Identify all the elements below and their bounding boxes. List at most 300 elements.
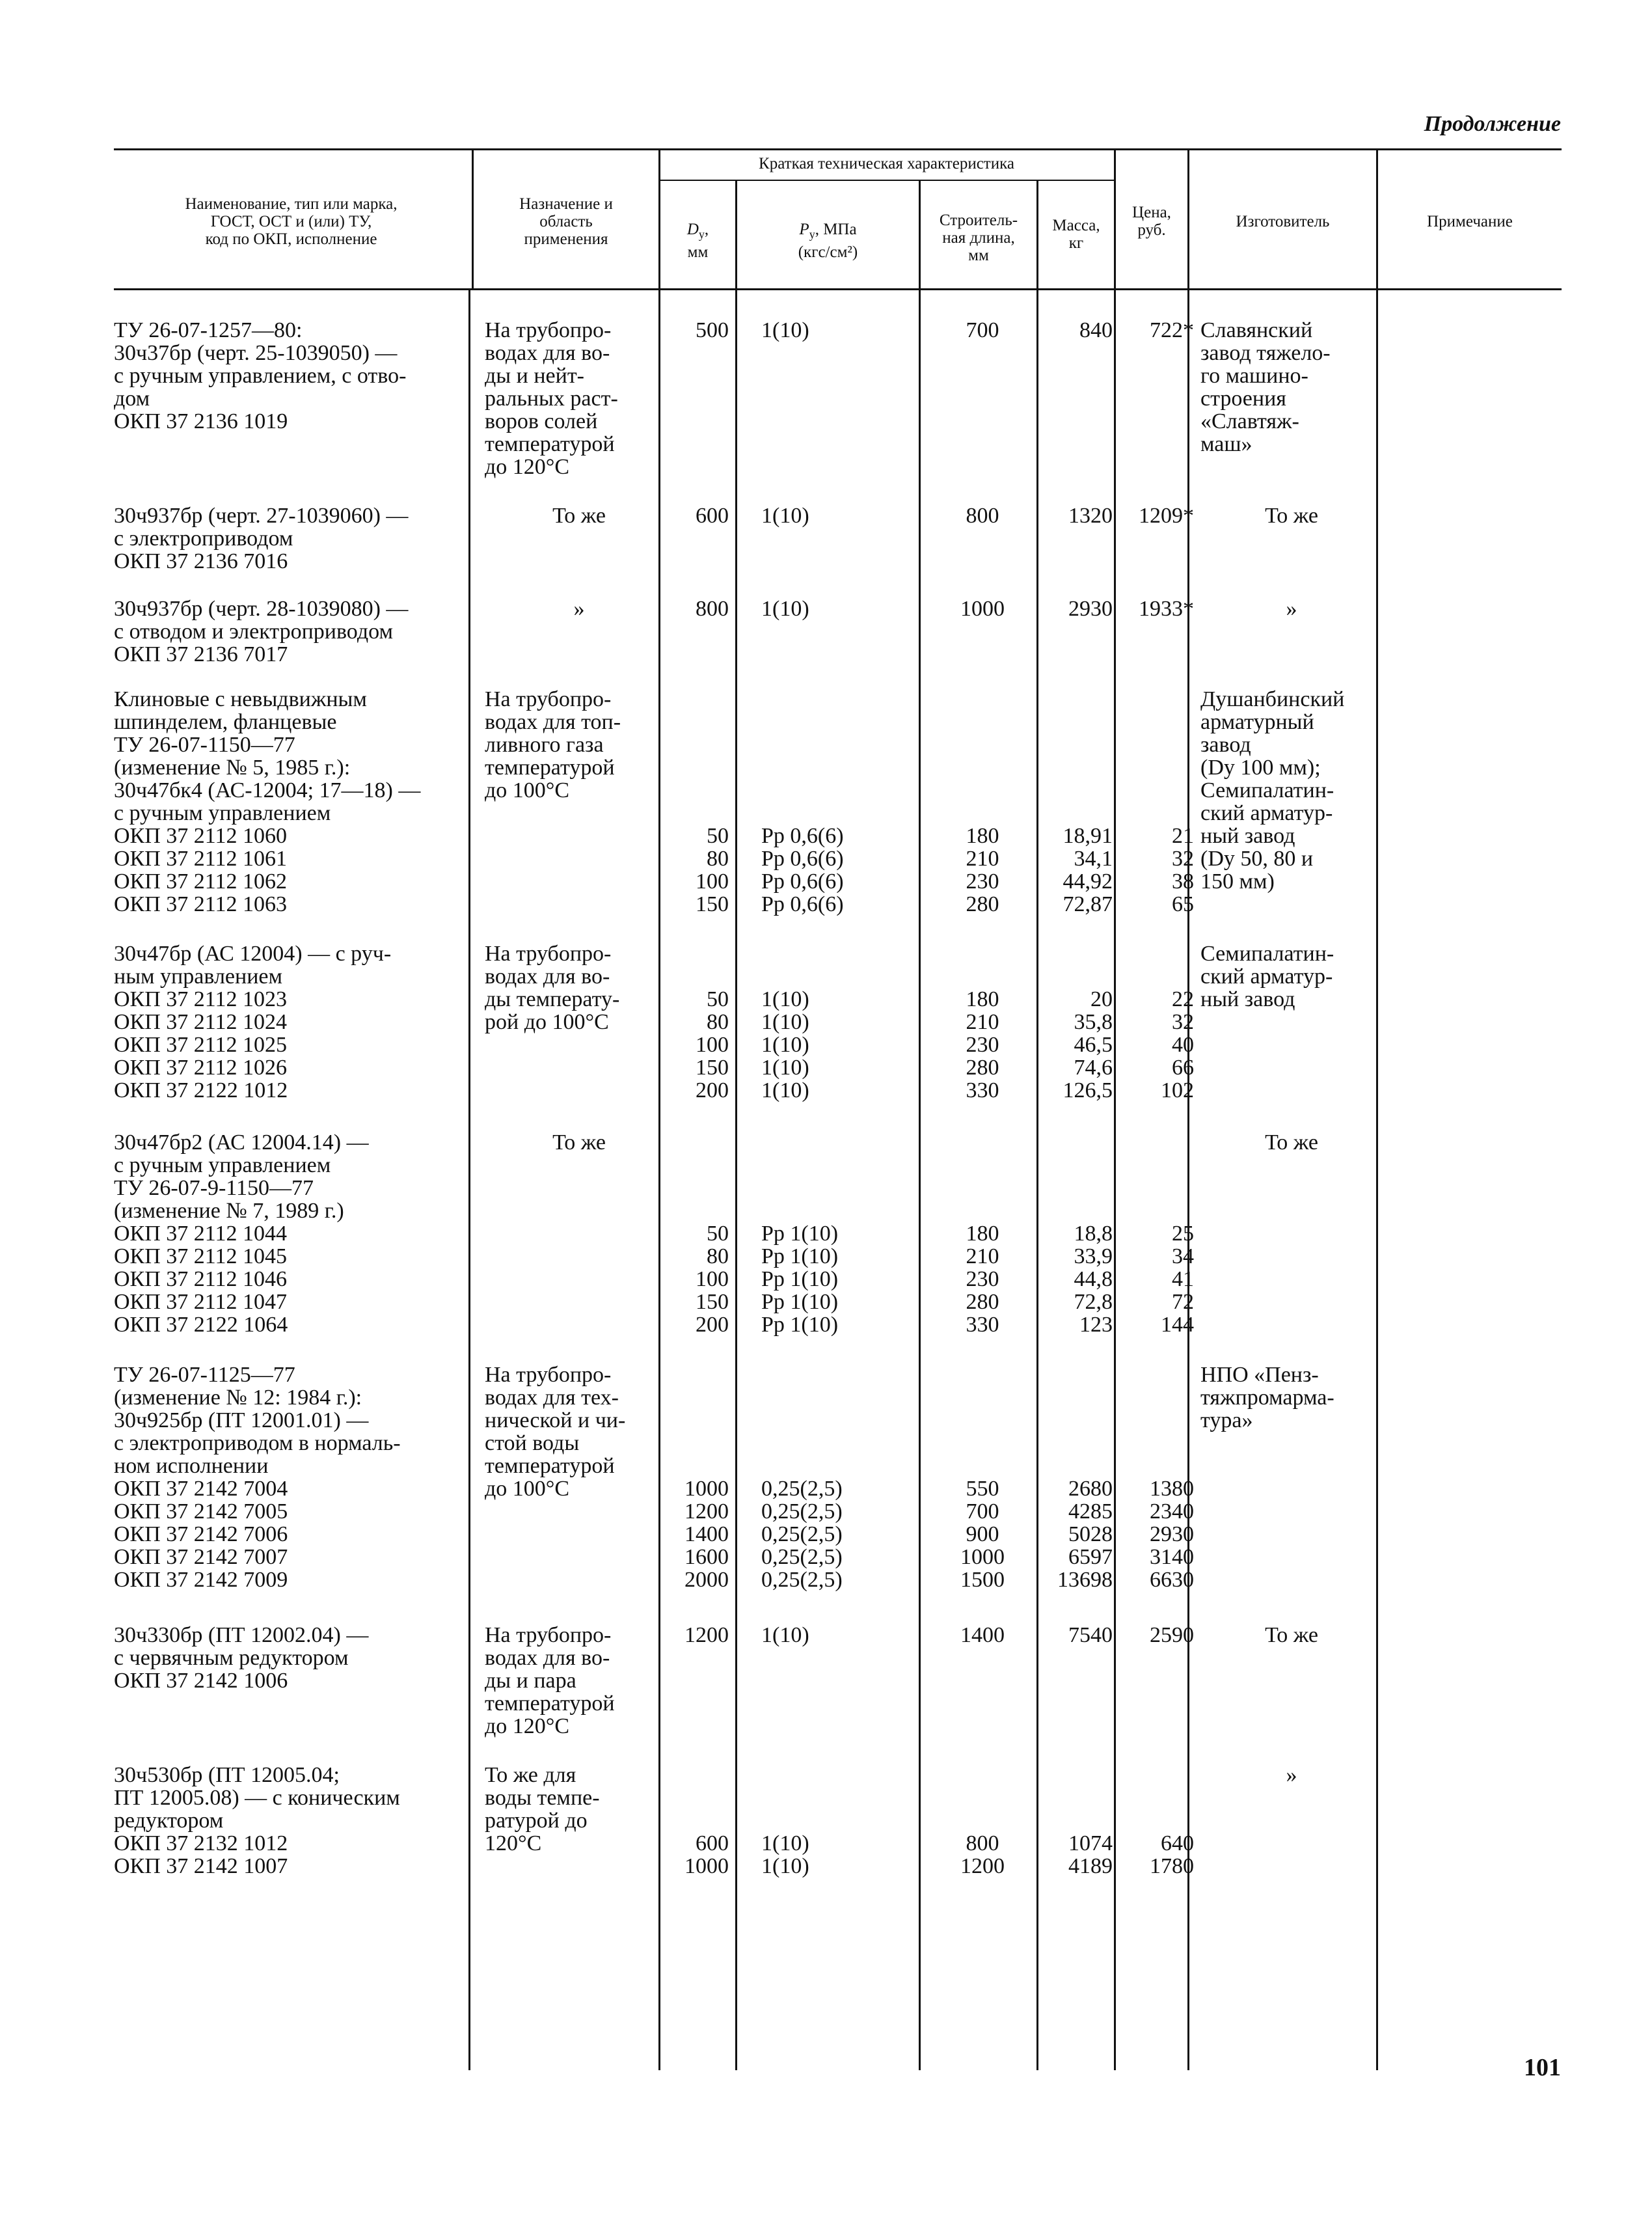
py-cell xyxy=(761,1477,911,1591)
dy-cell xyxy=(664,1624,729,1647)
py-cell-line: 0,25(2,5) xyxy=(761,1477,843,1501)
length-cell-line: 800 xyxy=(966,1831,999,1855)
mass-cell-line: 4285 xyxy=(1068,1499,1113,1524)
dy-cell-line: 500 xyxy=(696,318,729,342)
length-cell-line: 180 xyxy=(966,824,999,848)
maker-cell-line: Семипалатин- xyxy=(1200,942,1334,966)
length-cell-line: 210 xyxy=(966,1244,999,1268)
py-cell xyxy=(761,825,911,916)
purpose-cell-line: » xyxy=(573,597,585,621)
group-header-rule xyxy=(658,180,1114,181)
maker-cell-line: тяжпромарма- xyxy=(1200,1386,1334,1410)
price-cell-line: 41 xyxy=(1172,1267,1194,1291)
maker-cell xyxy=(1200,942,1383,1011)
item-name-cell-line: ОКП 37 2112 1062 xyxy=(114,869,288,894)
length-cell-line: 280 xyxy=(966,892,999,916)
price-cell xyxy=(1116,597,1194,620)
maker-cell xyxy=(1200,597,1383,620)
length-cell-line: 700 xyxy=(966,318,999,342)
item-name-cell-line: ОКП 37 2112 1046 xyxy=(114,1267,288,1291)
dy-cell xyxy=(664,319,729,342)
price-cell-line: 1209* xyxy=(1139,504,1194,528)
purpose-cell-line: температурой xyxy=(485,756,615,780)
dy-cell-line: 150 xyxy=(696,1056,729,1080)
maker-cell-line: Славянский xyxy=(1200,318,1313,342)
column-divider xyxy=(1187,290,1189,2070)
length-cell-line: 230 xyxy=(966,1033,999,1057)
item-name-cell-line: 30ч925бр (ПТ 12001.01) — xyxy=(114,1408,369,1432)
price-cell-line: 65 xyxy=(1172,892,1194,916)
maker-cell-line: «Славтяж- xyxy=(1200,409,1299,433)
mass-cell-line: 2930 xyxy=(1068,597,1113,621)
item-name-cell-line: 30ч530бр (ПТ 12005.04; xyxy=(114,1763,340,1787)
price-cell-line: 2340 xyxy=(1150,1499,1194,1524)
mass-cell-line: 46,5 xyxy=(1074,1033,1113,1057)
purpose-cell-line: рой до 100°С xyxy=(485,1010,609,1034)
py-cell xyxy=(761,597,911,620)
purpose-cell-line: до 100°С xyxy=(485,778,570,802)
mass-cell-line: 18,91 xyxy=(1063,824,1113,848)
column-divider xyxy=(919,290,921,2070)
length-cell-line: 330 xyxy=(966,1078,999,1102)
maker-cell-line: » xyxy=(1286,597,1297,621)
py-cell-line: Pр 1(10) xyxy=(761,1290,839,1314)
dy-cell-line: 80 xyxy=(707,1244,729,1268)
mass-cell-line: 44,8 xyxy=(1074,1267,1113,1291)
dy-cell-line: 50 xyxy=(707,987,729,1011)
purpose-cell xyxy=(485,1624,673,1738)
maker-cell-line: НПО «Пенз- xyxy=(1200,1363,1319,1387)
purpose-cell-line: воды темпе- xyxy=(485,1786,600,1810)
dy-cell-line: 50 xyxy=(707,1222,729,1246)
price-cell-line: 32 xyxy=(1172,847,1194,871)
item-name-cell-line: ОКП 37 2142 1007 xyxy=(114,1854,288,1878)
item-name-cell xyxy=(114,942,468,1102)
length-cell-line: 280 xyxy=(966,1290,999,1314)
dy-cell-line: 1000 xyxy=(684,1854,729,1878)
item-name-cell-line: ОКП 37 2136 1019 xyxy=(114,409,288,433)
maker-cell xyxy=(1200,1764,1383,1786)
purpose-cell-line: стой воды xyxy=(485,1431,580,1455)
py-cell-line: 1(10) xyxy=(761,504,809,528)
dy-cell-line: 600 xyxy=(696,1831,729,1855)
header-py: $P_у$, МПа (кгс/см²) xyxy=(798,221,858,261)
py-cell-line: Pр 0,6(6) xyxy=(761,847,844,871)
item-name-cell-line: ОКП 37 2142 7009 xyxy=(114,1568,288,1592)
item-name-cell-line: 30ч47бр (АС 12004) — с руч- xyxy=(114,942,392,966)
dy-cell-line: 100 xyxy=(696,869,729,894)
item-name-cell-line: ТУ 26-07-1257—80: xyxy=(114,318,303,342)
header-mass: Масса, кг xyxy=(1052,217,1100,252)
py-cell-line: 1(10) xyxy=(761,318,809,342)
dy-cell xyxy=(664,825,729,916)
length-cell-line: 280 xyxy=(966,1056,999,1080)
purpose-cell-line: То же для xyxy=(485,1763,576,1787)
item-name-cell-line: 30ч330бр (ПТ 12002.04) — xyxy=(114,1623,369,1647)
page-number: 101 xyxy=(1524,2054,1561,2081)
purpose-cell-line: ды температу- xyxy=(485,987,620,1011)
maker-cell-line: ный завод xyxy=(1200,987,1295,1011)
purpose-cell-line: 120°С xyxy=(485,1831,542,1855)
item-name-cell xyxy=(114,1624,468,1692)
column-divider xyxy=(1114,290,1116,2070)
header-note: Примечание xyxy=(1427,212,1513,230)
maker-cell xyxy=(1200,1363,1383,1432)
maker-cell-line: строения xyxy=(1200,387,1286,411)
py-cell-line: 0,25(2,5) xyxy=(761,1499,843,1524)
item-name-cell xyxy=(114,1764,468,1878)
mass-cell-line: 5028 xyxy=(1068,1522,1113,1546)
mass-cell-line: 20 xyxy=(1090,987,1113,1011)
dy-cell-line: 1400 xyxy=(684,1522,729,1546)
item-name-cell-line: дом xyxy=(114,387,150,411)
py-cell-line: Pр 0,6(6) xyxy=(761,824,844,848)
price-cell-line: 25 xyxy=(1172,1222,1194,1246)
maker-cell-line: (Dу 100 мм); xyxy=(1200,756,1321,780)
header-bottom-rule xyxy=(114,288,1562,290)
mass-cell-line: 74,6 xyxy=(1074,1056,1113,1080)
purpose-cell-line: ды и пара xyxy=(485,1669,576,1693)
purpose-cell xyxy=(485,942,673,1033)
purpose-cell xyxy=(485,1764,673,1855)
item-name-cell-line: ОКП 37 2112 1061 xyxy=(114,847,288,871)
mass-cell-line: 123 xyxy=(1079,1313,1113,1337)
py-cell xyxy=(761,1222,911,1336)
maker-cell-line: арматурный xyxy=(1200,710,1314,734)
py-cell-line: Pр 1(10) xyxy=(761,1244,839,1268)
purpose-cell-line: водах для во- xyxy=(485,964,610,989)
maker-cell-line: Душанбинский xyxy=(1200,687,1345,711)
purpose-cell xyxy=(485,1363,673,1500)
mass-cell-line: 72,8 xyxy=(1074,1290,1113,1314)
purpose-cell-line: На трубопро- xyxy=(485,687,612,711)
purpose-cell-line: до 120°С xyxy=(485,1714,570,1738)
price-cell-line: 2590 xyxy=(1150,1623,1194,1647)
price-cell-line: 72 xyxy=(1172,1290,1194,1314)
item-name-cell xyxy=(114,504,468,573)
maker-cell xyxy=(1200,1131,1383,1154)
mass-cell xyxy=(1041,988,1113,1102)
price-cell-line: 640 xyxy=(1161,1831,1194,1855)
purpose-cell-line: до 120°С xyxy=(485,455,570,479)
dy-cell-line: 1600 xyxy=(684,1545,729,1569)
item-name-cell-line: ОКП 37 2112 1044 xyxy=(114,1222,288,1246)
item-name-cell-line: 30ч937бр (черт. 28-1039080) — xyxy=(114,597,409,621)
item-name-cell-line: редуктором xyxy=(114,1809,224,1833)
length-cell-line: 1000 xyxy=(960,1545,1005,1569)
mass-cell-line: 1320 xyxy=(1068,504,1113,528)
header-price: Цена, руб. xyxy=(1132,204,1171,239)
price-cell xyxy=(1116,504,1194,527)
column-divider xyxy=(1376,290,1378,2070)
continuation-label: Продолжение xyxy=(1424,112,1561,136)
item-name-cell-line: (изменение № 5, 1985 г.): xyxy=(114,756,351,780)
mass-cell-line: 35,8 xyxy=(1074,1010,1113,1034)
dy-cell-line: 200 xyxy=(696,1078,729,1102)
item-name-cell-line: 30ч37бр (черт. 25-1039050) — xyxy=(114,341,398,365)
py-cell-line: 1(10) xyxy=(761,987,809,1011)
header-length: Строитель- ная длина, мм xyxy=(939,211,1018,264)
purpose-cell-line: На трубопро- xyxy=(485,1363,612,1387)
length-cell xyxy=(924,1477,1041,1591)
length-cell-line: 230 xyxy=(966,869,999,894)
maker-cell-line: (Dу 50, 80 и xyxy=(1200,847,1314,871)
item-name-cell-line: ОКП 37 2112 1024 xyxy=(114,1010,288,1034)
item-name-cell-line: ОКП 37 2142 1006 xyxy=(114,1669,288,1693)
mass-cell xyxy=(1041,504,1113,527)
purpose-cell-line: То же xyxy=(552,504,606,528)
dy-cell-line: 1200 xyxy=(684,1499,729,1524)
maker-cell-line: завод xyxy=(1200,733,1251,757)
price-cell-line: 21 xyxy=(1172,824,1194,848)
purpose-cell xyxy=(485,1131,673,1154)
purpose-cell-line: ральных раст- xyxy=(485,387,618,411)
item-name-cell-line: ОКП 37 2136 7017 xyxy=(114,642,288,666)
price-cell-line: 1933* xyxy=(1139,597,1194,621)
purpose-cell-line: нической и чи- xyxy=(485,1408,626,1432)
item-name-cell-line: с электроприводом в нормаль- xyxy=(114,1431,401,1455)
purpose-cell-line: На трубопро- xyxy=(485,1623,612,1647)
mass-cell-line: 126,5 xyxy=(1063,1078,1113,1102)
py-cell-line: 1(10) xyxy=(761,1010,809,1034)
item-name-cell xyxy=(114,319,468,433)
item-name-cell xyxy=(114,597,468,666)
item-name-cell-line: ным управлением xyxy=(114,964,283,989)
purpose-cell xyxy=(485,504,673,527)
price-cell-line: 722* xyxy=(1150,318,1194,342)
maker-cell xyxy=(1200,319,1383,456)
item-name-cell-line: с отводом и электроприводом xyxy=(114,620,393,644)
item-name-cell-line: ном исполнении xyxy=(114,1454,269,1478)
item-name-cell-line: ОКП 37 2142 7006 xyxy=(114,1522,288,1546)
purpose-cell-line: температурой xyxy=(485,1691,615,1716)
price-cell xyxy=(1116,1222,1194,1336)
item-name-cell-line: 30ч47бр2 (АС 12004.14) — xyxy=(114,1130,369,1155)
mass-cell xyxy=(1041,597,1113,620)
purpose-cell-line: водах для топ- xyxy=(485,710,621,734)
maker-cell-line: маш» xyxy=(1200,432,1253,456)
item-name-cell-line: ОКП 37 2112 1047 xyxy=(114,1290,288,1314)
item-name-cell xyxy=(114,688,468,916)
purpose-cell-line: водах для тех- xyxy=(485,1386,619,1410)
column-divider xyxy=(468,290,470,2070)
dy-cell-line: 100 xyxy=(696,1267,729,1291)
dy-cell-line: 50 xyxy=(707,824,729,848)
maker-cell-line: То же xyxy=(1265,1623,1318,1647)
dy-cell-line: 150 xyxy=(696,1290,729,1314)
mass-cell-line: 4189 xyxy=(1068,1854,1113,1878)
maker-cell-line: ский арматур- xyxy=(1200,801,1333,825)
maker-cell-line: ский арматур- xyxy=(1200,964,1333,989)
maker-cell-line: » xyxy=(1286,1763,1297,1787)
dy-cell xyxy=(664,988,729,1102)
length-cell-line: 210 xyxy=(966,847,999,871)
py-cell-line: 1(10) xyxy=(761,1078,809,1102)
item-name-cell-line: ОКП 37 2136 7016 xyxy=(114,549,288,573)
column-divider xyxy=(1036,290,1038,2070)
price-cell-line: 34 xyxy=(1172,1244,1194,1268)
item-name-cell-line: с ручным управлением xyxy=(114,801,331,825)
purpose-cell-line: ливного газа xyxy=(485,733,604,757)
item-name-cell-line: ОКП 37 2112 1045 xyxy=(114,1244,288,1268)
header-purpose: Назначение и область применения xyxy=(519,195,613,248)
py-cell-line: 1(10) xyxy=(761,1033,809,1057)
py-cell-line: Pр 0,6(6) xyxy=(761,892,844,916)
maker-cell-line: Семипалатин- xyxy=(1200,778,1334,802)
mass-cell-line: 13698 xyxy=(1057,1568,1113,1592)
maker-cell-line: го машино- xyxy=(1200,364,1308,388)
price-cell-line: 144 xyxy=(1161,1313,1194,1337)
item-name-cell-line: ОКП 37 2112 1063 xyxy=(114,892,288,916)
length-cell xyxy=(924,597,1041,620)
item-name-cell-line: с ручным управлением, с отво- xyxy=(114,364,407,388)
py-cell xyxy=(761,1624,911,1647)
item-name-cell-line: ОКП 37 2112 1025 xyxy=(114,1033,288,1057)
dy-cell xyxy=(664,1832,729,1878)
price-cell-line: 6630 xyxy=(1150,1568,1194,1592)
mass-cell xyxy=(1041,1477,1113,1591)
price-cell-line: 22 xyxy=(1172,987,1194,1011)
item-name-cell-line: ОКП 37 2112 1023 xyxy=(114,987,288,1011)
length-cell xyxy=(924,1222,1041,1336)
item-name-cell xyxy=(114,1363,468,1591)
length-cell xyxy=(924,504,1041,527)
py-cell-line: 1(10) xyxy=(761,1623,809,1647)
py-cell-line: Pр 1(10) xyxy=(761,1313,839,1337)
item-name-cell-line: ОКП 37 2142 7005 xyxy=(114,1499,288,1524)
mass-cell xyxy=(1041,319,1113,342)
item-name-cell-line: с электроприводом xyxy=(114,526,293,551)
purpose-cell-line: температурой xyxy=(485,432,615,456)
mass-cell-line: 33,9 xyxy=(1074,1244,1113,1268)
py-cell-line: 0,25(2,5) xyxy=(761,1568,843,1592)
py-cell-line: 1(10) xyxy=(761,1831,809,1855)
dy-cell-line: 150 xyxy=(696,892,729,916)
column-divider xyxy=(735,290,737,2070)
purpose-cell xyxy=(485,688,673,802)
py-cell-line: Pр 1(10) xyxy=(761,1267,839,1291)
purpose-cell-line: На трубопро- xyxy=(485,942,612,966)
purpose-cell-line: водах для во- xyxy=(485,1646,610,1670)
py-cell xyxy=(761,504,911,527)
maker-cell-line: завод тяжело- xyxy=(1200,341,1331,365)
length-cell-line: 1400 xyxy=(960,1623,1005,1647)
purpose-cell-line: ды и нейт- xyxy=(485,364,584,388)
price-cell xyxy=(1116,319,1194,342)
maker-cell xyxy=(1200,504,1383,527)
item-name-cell-line: ОКП 37 2122 1064 xyxy=(114,1313,288,1337)
mass-cell-line: 6597 xyxy=(1068,1545,1113,1569)
dy-cell-line: 600 xyxy=(696,504,729,528)
item-name-cell-line: Клиновые с невыдвижным xyxy=(114,687,367,711)
item-name-cell-line: с ручным управлением xyxy=(114,1153,331,1177)
length-cell-line: 700 xyxy=(966,1499,999,1524)
length-cell xyxy=(924,825,1041,916)
header-maker: Изготовитель xyxy=(1236,212,1330,230)
py-cell xyxy=(761,988,911,1102)
py-cell-line: Pр 0,6(6) xyxy=(761,869,844,894)
length-cell-line: 330 xyxy=(966,1313,999,1337)
price-cell xyxy=(1116,988,1194,1102)
header-name: Наименование, тип или марка, ГОСТ, ОСТ и (или) ТУ, код по ОКП, исполнение xyxy=(185,195,398,248)
purpose-cell-line: до 100°С xyxy=(485,1477,570,1501)
item-name-cell-line: ТУ 26-07-1150—77 xyxy=(114,733,295,757)
length-cell-line: 900 xyxy=(966,1522,999,1546)
py-cell-line: 1(10) xyxy=(761,1854,809,1878)
price-cell-line: 2930 xyxy=(1150,1522,1194,1546)
maker-cell-line: 150 мм) xyxy=(1200,869,1275,894)
py-cell-line: 0,25(2,5) xyxy=(761,1545,843,1569)
dy-cell-line: 100 xyxy=(696,1033,729,1057)
item-name-cell-line: (изменение № 7, 1989 г.) xyxy=(114,1199,344,1223)
item-name-cell-line: ПТ 12005.08) — с коническим xyxy=(114,1786,400,1810)
dy-cell-line: 200 xyxy=(696,1313,729,1337)
purpose-cell-line: На трубопро- xyxy=(485,318,612,342)
price-cell-line: 102 xyxy=(1161,1078,1194,1102)
py-cell xyxy=(761,1832,911,1878)
table-top-rule xyxy=(114,148,1562,150)
maker-cell-line: ный завод xyxy=(1200,824,1295,848)
price-cell-line: 38 xyxy=(1172,869,1194,894)
dy-cell-line: 1200 xyxy=(684,1623,729,1647)
py-cell-line: 0,25(2,5) xyxy=(761,1522,843,1546)
mass-cell xyxy=(1041,825,1113,916)
length-cell-line: 180 xyxy=(966,1222,999,1246)
item-name-cell-line: с червячным редуктором xyxy=(114,1646,349,1670)
purpose-cell xyxy=(485,319,673,478)
purpose-cell-line: водах для во- xyxy=(485,341,610,365)
price-cell xyxy=(1116,1477,1194,1591)
length-cell-line: 230 xyxy=(966,1267,999,1291)
price-cell xyxy=(1116,1832,1194,1878)
price-cell xyxy=(1116,1624,1194,1647)
maker-cell-line: То же xyxy=(1265,504,1318,528)
purpose-cell-line: То же xyxy=(552,1130,606,1155)
length-cell-line: 800 xyxy=(966,504,999,528)
dy-cell xyxy=(664,597,729,620)
maker-cell xyxy=(1200,1624,1383,1647)
length-cell xyxy=(924,1624,1041,1647)
dy-cell-line: 80 xyxy=(707,1010,729,1034)
item-name-cell-line: ОКП 37 2112 1060 xyxy=(114,824,288,848)
mass-cell xyxy=(1041,1624,1113,1647)
item-name-cell-line: ТУ 26-07-1125—77 xyxy=(114,1363,295,1387)
mass-cell-line: 2680 xyxy=(1068,1477,1113,1501)
item-name-cell-line: ОКП 37 2122 1012 xyxy=(114,1078,288,1102)
dy-cell xyxy=(664,1477,729,1591)
length-cell-line: 1200 xyxy=(960,1854,1005,1878)
py-cell-line: 1(10) xyxy=(761,1056,809,1080)
item-name-cell-line: 30ч47бк4 (АС-12004; 17—18) — xyxy=(114,778,421,802)
mass-cell xyxy=(1041,1832,1113,1878)
mass-cell-line: 840 xyxy=(1079,318,1113,342)
group-header-title: Краткая техническая характеристика xyxy=(759,155,1014,172)
item-name-cell-line: (изменение № 12: 1984 г.): xyxy=(114,1386,362,1410)
mass-cell-line: 7540 xyxy=(1068,1623,1113,1647)
item-name-cell-line: ОКП 37 2132 1012 xyxy=(114,1831,288,1855)
maker-cell xyxy=(1200,688,1383,893)
price-cell-line: 66 xyxy=(1172,1056,1194,1080)
price-cell xyxy=(1116,825,1194,916)
mass-cell-line: 44,92 xyxy=(1063,869,1113,894)
item-name-cell xyxy=(114,1131,468,1336)
purpose-cell xyxy=(485,597,673,620)
dy-cell xyxy=(664,504,729,527)
purpose-cell-line: воров солей xyxy=(485,409,598,433)
dy-cell-line: 800 xyxy=(696,597,729,621)
item-name-cell-line: ТУ 26-07-9-1150—77 xyxy=(114,1176,314,1200)
mass-cell xyxy=(1041,1222,1113,1336)
